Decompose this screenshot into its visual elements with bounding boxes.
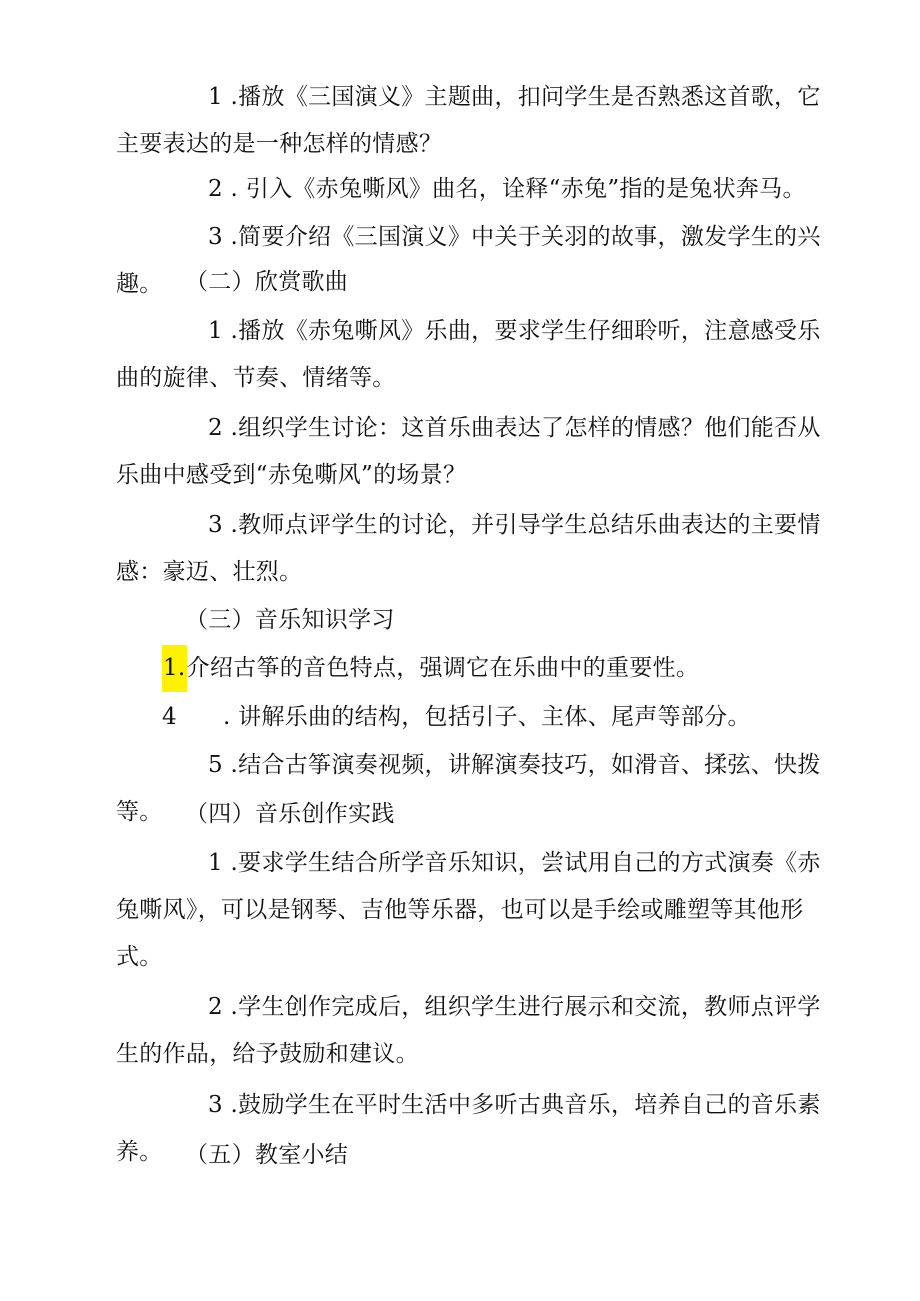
item-number: 5 (208, 752, 223, 778)
paragraph-2 (116, 166, 836, 213)
paragraph-text: .播放《赤兔嘶风》乐曲，要求学生仔细聆听，注意感受乐曲的旋律、节奏、情绪等。 (116, 318, 821, 391)
paragraph-10 (116, 840, 836, 981)
paragraph-text: . 引入《赤兔嘶风》曲名，诠释“赤兔”指的是兔状奔马。 (222, 176, 806, 202)
paragraph-text: .组织学生讨论：这首乐曲表达了怎样的情感？他们能否从乐曲中感受到“赤兔嘶风”的场景？ (116, 415, 821, 488)
item-number: 2 (208, 176, 223, 202)
paragraph-5 (116, 405, 836, 499)
paragraph-text: .结合古筝演奏视频，讲解演奏技巧，如滑音、揉弦、快拨等。 (116, 752, 821, 825)
item-number: 4 (162, 704, 177, 730)
paragraph-text: 介绍古筝的音色特点，强调它在乐曲中的重要性。 (186, 655, 700, 681)
item-number: 3 (208, 512, 223, 538)
paragraph-11 (116, 984, 836, 1078)
paragraph-text: .鼓励学生在平时生活中多听古典音乐，培养自己的音乐素养。 (116, 1092, 821, 1165)
item-number: 1 (208, 84, 223, 110)
item-number: 2 (208, 994, 223, 1020)
paragraph-text: .要求学生结合所学音乐知识，尝试用自己的方式演奏《赤兔嘶风》，可以是钢琴、吉他等乐器，也可以是手绘或雕塑等其他形式。 (116, 850, 821, 970)
paragraph-4 (116, 308, 836, 402)
paragraph-6 (116, 502, 836, 596)
paragraph-text: .教师点评学生的讨论，并引导学生总结乐曲表达的主要情感：豪迈、壮烈。 (116, 512, 821, 585)
item-number: 2 (208, 415, 223, 441)
section-heading-5: （五）教室小结 (185, 1142, 349, 1168)
item-number-highlighted: 1. (162, 645, 187, 692)
paragraph-8 (162, 694, 852, 741)
paragraph-1 (116, 74, 836, 168)
paragraph-text: .播放《三国演义》主题曲，扣问学生是否熟悉这首歌，它主要表达的是一种怎样的情感？ (116, 84, 821, 157)
paragraph-text: . 讲解乐曲的结构，包括引子、主体、尾声等部分。 (222, 704, 751, 730)
item-number: 1 (208, 318, 223, 344)
section-heading-3: （三）音乐知识学习 (185, 607, 395, 633)
paragraph-text: .学生创作完成后，组织学生进行展示和交流，教师点评学生的作品，给予鼓励和建议。 (116, 994, 821, 1067)
section-heading-4: （四）音乐创作实践 (185, 801, 395, 827)
paragraph-text: .简要介绍《三国演义》中关于关羽的故事，激发学生的兴趣。 (116, 224, 821, 297)
paragraph-7 (162, 645, 852, 692)
section-heading-2: （二）欣赏歌曲 (185, 269, 349, 295)
item-number: 3 (208, 1092, 223, 1118)
item-number: 1 (208, 850, 223, 876)
item-number: 3 (208, 224, 223, 250)
